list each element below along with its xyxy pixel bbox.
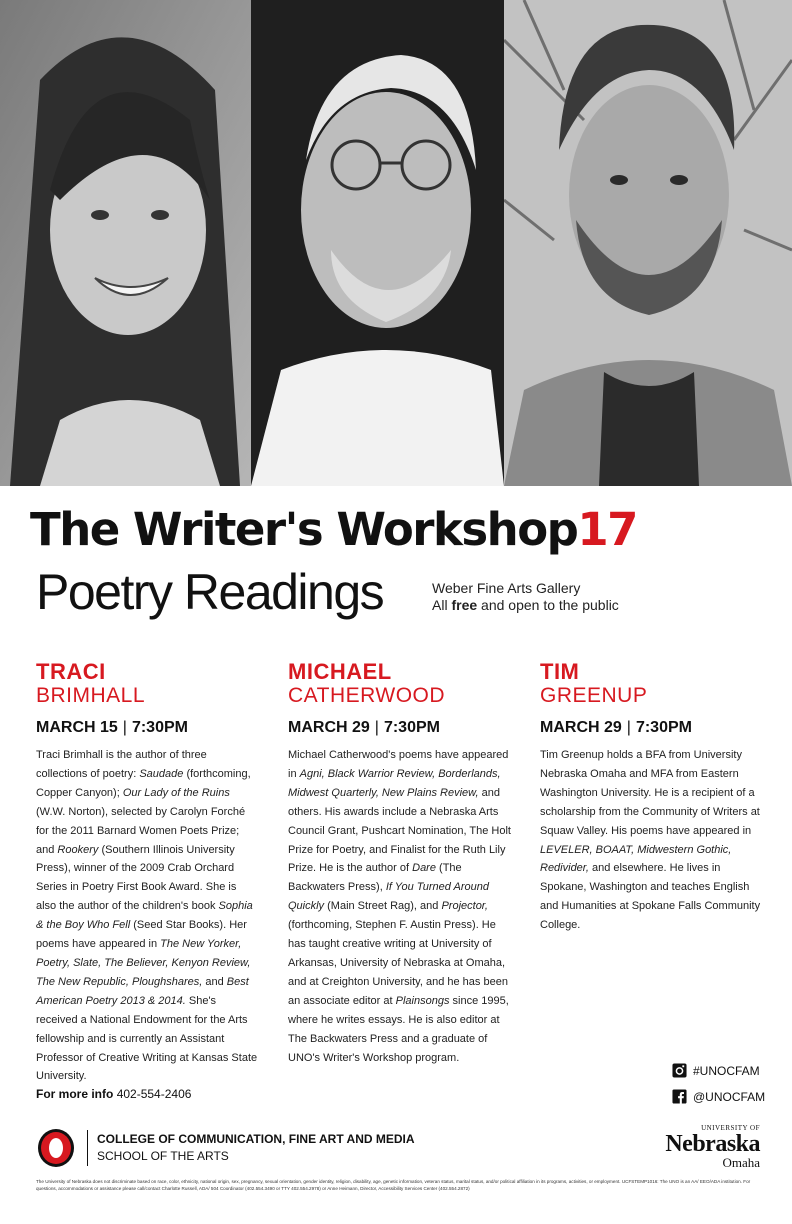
photo-tim-greenup [504,0,792,486]
bio-text: (Seed Star Books). Her poems have appeared in [36,919,247,951]
bio-text: and elsewhere. He lives in Spokane, Washington and teaches English and Humanities at Spokane Falls Community College. [540,862,761,932]
admission-note: All free and open to the public [432,597,619,613]
reading-date: MARCH 15 | 7:30PM [36,719,188,736]
uno-o-logo [36,1128,76,1168]
facebook-handle[interactable]: @UNOCFAM [672,1089,765,1104]
facebook-icon [672,1089,687,1104]
bio-text: and [202,975,227,988]
bio-text: (forthcoming, Stephen F. Austin Press). He has taught creative writing at University of Arkansas, University of Nebraska at Omaha, and at Creighton University, and he has been an associate editor at [288,919,508,1007]
poster-subtitle: Poetry Readings [36,564,384,620]
bio-text: Tim Greenup holds a BFA from University Nebraska Omaha and MFA from Eastern Washington University. He is a recipient of a scholarship from the Community of Writers at Squaw Valley. His poems have appeared in [540,749,760,837]
reader-first-name: MICHAEL [288,659,392,684]
title-main: The Writer's Workshop [30,503,578,556]
reader-last-name: CATHERWOOD [288,684,446,707]
bio-title-italic: LEVELER, BOAAT, Midwestern Gothic, Redivider, [540,843,732,875]
bio-text: (Southern Illinois University Press), winner of the 2009 Crab Orchard Series in Poetry First Book Award. She is also the author of the children's book [36,843,237,913]
college-name: COLLEGE OF COMMUNICATION, FINE ART AND MEDIA [97,1132,415,1146]
reader-column [540,660,765,935]
unl-omaha-wordmark: UNIVERSITY OF Nebraska Omaha [665,1124,760,1170]
reader-column [288,660,516,1067]
title-year-number: 17 [577,503,637,556]
bio-title-italic: Sophia & the Boy Who Fell [36,900,253,932]
poster-title [30,500,637,560]
bio-title-italic: Projector, [441,900,488,913]
bio-title-italic: Plainsongs [395,994,450,1007]
bio-title-italic: Best American Poetry 2013 & 2014. [36,975,249,1007]
school-name: SCHOOL OF THE ARTS [97,1149,229,1163]
reader-bio [288,746,516,1067]
bio-title-italic: Rookery [57,843,99,856]
reader-bio [540,746,765,935]
instagram-icon [672,1063,687,1078]
divider [87,1130,88,1166]
phone-number[interactable]: 402-554-2406 [116,1087,192,1101]
reading-date: MARCH 29 | 7:30PM [288,719,440,736]
reader-last-name: BRIMHALL [36,684,146,707]
portrait-strip [0,0,792,486]
bio-title-italic: If You Turned Around Quickly [288,881,489,913]
bio-title-italic: Agni, Black Warrior Review, Borderlands, Midwest Quarterly, New Plains Review, [288,767,501,799]
reader-first-name: TIM [540,659,580,684]
bio-text: (W.W. Norton), selected by Carolyn Forché for the 2011 Barnard Women Poets Prize; and [36,805,246,856]
venue-block [432,580,619,614]
bio-title-italic: Dare [412,862,436,875]
reading-date: MARCH 29 | 7:30PM [540,719,692,736]
venue-name: Weber Fine Arts Gallery [432,580,581,596]
more-info-line: For more info 402-554-2406 [36,1087,192,1101]
bio-title-italic: Our Lady of the Ruins [122,786,230,799]
nondiscrimination-disclaimer: The University of Nebraska does not discriminate based on race, color, ethnicity, national origin, sex, pregnancy, sexual orientation, gender identity, religion, disability, age, genetic information, veteran status, marital status, and/or political affiliation in its programs, activities, or employment. UCFSTEMP1016: The UNO is an AA/ EEO/ADA institution. For questions, accommodations or assistance please call/contact Charlotte Russell, ADA/ 504 Coordinator (402.554.3490 or TTY 402.554.2978) or Anne Heimann, Director, Accessibility Services Center (402.554.2872) [36,1179,751,1191]
reader-last-name: GREENUP [540,684,648,707]
bio-text: (Main Street Rag), and [324,900,442,913]
instagram-handle[interactable]: #UNOCFAM [672,1063,760,1078]
bio-text: and others. His awards include a Nebraska Arts Council Grant, Pushcart Nomination, The Holt Prize for Poetry, and Finalist for the Ruth Lily Prize. He is the author of [288,786,511,875]
reader-bio [36,746,258,1086]
bio-title-italic: The New Yorker, Poetry, Slate, The Believer, Kenyon Review, The New Republic, Ploughshares, [36,938,251,988]
bio-text: (The Backwaters Press), [288,862,462,894]
photo-traci-brimhall [0,0,251,486]
bio-text: Michael Catherwood's poems have appeared in [288,749,509,780]
bio-text: She's received a National Endowment for the Arts fellowship and is currently an Assistant Professor of Creative Writing at Kansas State University. [36,994,258,1083]
bio-text: (forthcoming, Copper Canyon); [36,767,251,799]
reader-first-name: TRACI [36,659,106,684]
bio-text: since 1995, where he writes essays. He is also editor at The Backwaters Press and a graduate of UNO's Writer's Workshop program. [288,994,509,1064]
bio-title-italic: Saudade [139,767,184,780]
bio-text: Traci Brimhall is the author of three collections of poetry: [36,749,207,780]
reader-column [36,660,258,1086]
photo-michael-catherwood [251,0,504,486]
